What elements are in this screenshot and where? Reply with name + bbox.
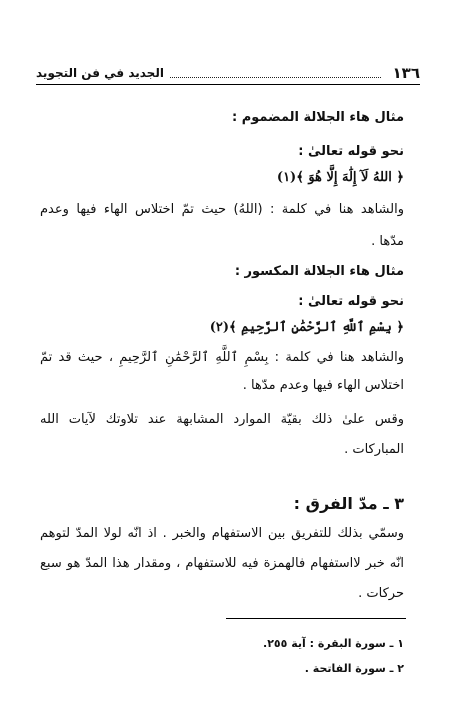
header-divider (36, 84, 420, 85)
section-title: ٣ ـ مدّ الفرق : (293, 494, 404, 513)
paragraph-3-line-1: وقس علىٰ ذلك بقيّة الموارد المشابهة عند تلاوتك لآيات الله (40, 412, 404, 427)
paragraph-4-line-3: حركات . (358, 586, 404, 601)
footnote-divider (226, 618, 406, 619)
paragraph-1-line-1: والشاهد هنا في كلمة : (اللهُ) حيث تمّ اختلاس الهاء فيها وعدم (40, 202, 404, 217)
footnote-2: ٢ ـ سورة الفاتحة . (304, 662, 404, 675)
header-dot-leader (170, 68, 381, 78)
book-title: الجديد في فن التجويد (36, 66, 164, 80)
verse-1: ﴿ اللهُ لَآ إِلَٰهَ إِلَّا هُوَ ﴾(١) (276, 170, 404, 185)
paragraph-2-line-1: والشاهد هنا في كلمة : بِسْمِ ٱللَّهِ ٱلرَّحْمَٰنِ ٱلرَّحِيمِ ، حيث قد تمّ (40, 350, 404, 365)
paragraph-4-line-1: وسمّي بذلك للتفريق بين الاستفهام والخبر . اذ انّه لولا المدّ لتوهم (40, 526, 404, 541)
intro-line-1: نحو قوله تعالىٰ : (298, 144, 404, 159)
paragraph-1-line-2: مدّها . (371, 234, 404, 249)
paragraph-2-line-2: اختلاس الهاء فيها وعدم مدّها . (242, 378, 404, 393)
verse-2: ﴿ بِسْمِ ٱللَّهِ ٱلرَّحْمَٰنِ ٱلرَّحِيمِ ﴾(٢) (209, 320, 404, 335)
paragraph-3-line-2: المباركات . (344, 442, 404, 457)
heading-kasra-example: مثال هاء الجلالة المكسور : (234, 264, 404, 279)
page-header (36, 62, 420, 84)
intro-line-2: نحو قوله تعالىٰ : (298, 294, 404, 309)
heading-damma-example: مثال هاء الجلالة المضموم : (232, 110, 404, 125)
footnote-1: ١ ـ سورة البقرة : آية ٢٥٥. (263, 637, 404, 650)
paragraph-4-line-2: انّه خبر لااستفهام فالهمزة فيه للاستفهام ، ومقدار هذا المدّ هو سبع (40, 556, 404, 571)
page-number: ١٣٦ (392, 64, 420, 82)
